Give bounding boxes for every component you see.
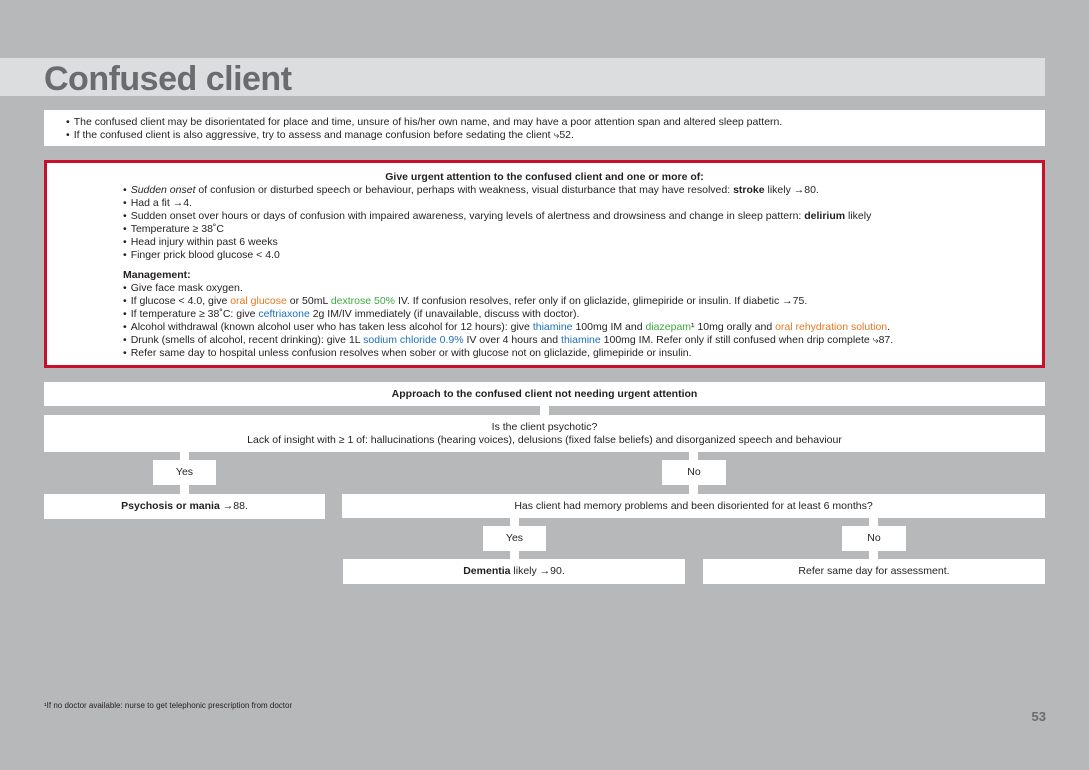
- management-item: • Alcohol withdrawal (known alcohol user who has taken less alcohol for 12 hours): give thiamine 100mg IM and diazepam¹ 10mg orally and oral rehydration solution.: [123, 321, 1042, 334]
- connector: [510, 551, 519, 559]
- management-heading: Management:: [123, 269, 191, 281]
- management-item: • If temperature ≥ 38˚C: give ceftriaxone 2g IM/IV immediately (if unavailable, discuss with doctor).: [123, 308, 1042, 321]
- footnote: ¹If no doctor available: nurse to get telephonic prescription from doctor: [44, 701, 293, 710]
- management-item: • Refer same day to hospital unless confusion resolves when sober or with glucose not on gliclazide, glimepiride or insulin.: [123, 347, 1042, 360]
- no-box: [842, 526, 906, 551]
- urgent-item: • Head injury within past 6 weeks: [123, 236, 1042, 249]
- psychosis-outcome: Psychosis or mania →88.: [121, 500, 248, 512]
- dementia-outcome-box: [343, 559, 685, 584]
- connector: [689, 485, 698, 494]
- intro-item: • The confused client may be disorientated for place and time, unsure of his/her own name, and may have a poor attention span and altered sleep pattern.: [66, 116, 1045, 129]
- title-bar: [0, 58, 1045, 96]
- page-title: Confused client: [44, 60, 292, 98]
- connector: [510, 518, 519, 526]
- urgent-item: • Finger prick blood glucose < 4.0: [123, 249, 1042, 262]
- psychotic-criteria: Lack of insight with ≥ 1 of: hallucinations (hearing voices), delusions (fixed false beliefs) and disorganized speech and behaviour: [247, 433, 842, 446]
- connector: [869, 551, 878, 559]
- connector: [869, 518, 878, 526]
- connector: [180, 485, 189, 494]
- connector: [180, 452, 189, 460]
- urgent-heading: Give urgent attention to the confused client and one or more of:: [385, 171, 704, 183]
- intro-item: • If the confused client is also aggressive, try to assess and manage confusion before sedating the client ⤷52.: [66, 129, 1045, 142]
- urgent-item: • Temperature ≥ 38˚C: [123, 223, 1042, 236]
- no-label: No: [687, 466, 701, 478]
- yes-box: [153, 460, 216, 485]
- approach-heading: Approach to the confused client not needing urgent attention: [391, 387, 698, 400]
- memory-question-box: [342, 494, 1045, 518]
- no-label: No: [867, 532, 881, 544]
- refer-outcome: Refer same day for assessment.: [798, 565, 950, 577]
- yes-label: Yes: [505, 532, 524, 544]
- page-number: 53: [1031, 709, 1046, 724]
- urgent-item: • Had a fit →4.: [123, 197, 1042, 210]
- approach-heading-box: [44, 382, 1045, 406]
- connector: [540, 406, 549, 415]
- urgent-item: • Sudden onset over hours or days of confusion with impaired awareness, varying levels of alertness and drowsiness and change in sleep pattern: delirium likely: [123, 210, 1042, 223]
- management-item: • Drunk (smells of alcohol, recent drinking): give 1L sodium chloride 0.9% IV over 4 hours and thiamine 100mg IM. Refer only if still confused when drip complete ⤷87.: [123, 334, 1042, 347]
- management-item: • Give face mask oxygen.: [123, 282, 1042, 295]
- yes-label: Yes: [175, 466, 194, 478]
- connector: [689, 452, 698, 460]
- intro-box: [44, 110, 1045, 146]
- urgent-item: • Sudden onset of confusion or disturbed speech or behaviour, perhaps with weakness, visual disturbance that may have resolved: stroke likely →80.: [123, 184, 1042, 197]
- no-box: [662, 460, 726, 485]
- urgent-attention-box: [44, 160, 1045, 368]
- management-item: • If glucose < 4.0, give oral glucose or 50mL dextrose 50% IV. If confusion resolves, refer only if on gliclazide, glimepiride or insulin. If diabetic →75.: [123, 295, 1042, 308]
- dementia-outcome: Dementia likely →90.: [463, 565, 565, 577]
- yes-box: [483, 526, 546, 551]
- psychotic-question: Is the client psychotic?: [491, 420, 598, 433]
- psychosis-outcome-box: [44, 494, 325, 519]
- psychotic-question-box: [44, 415, 1045, 452]
- memory-question: Has client had memory problems and been disoriented for at least 6 months?: [514, 499, 873, 512]
- refer-outcome-box: [703, 559, 1045, 584]
